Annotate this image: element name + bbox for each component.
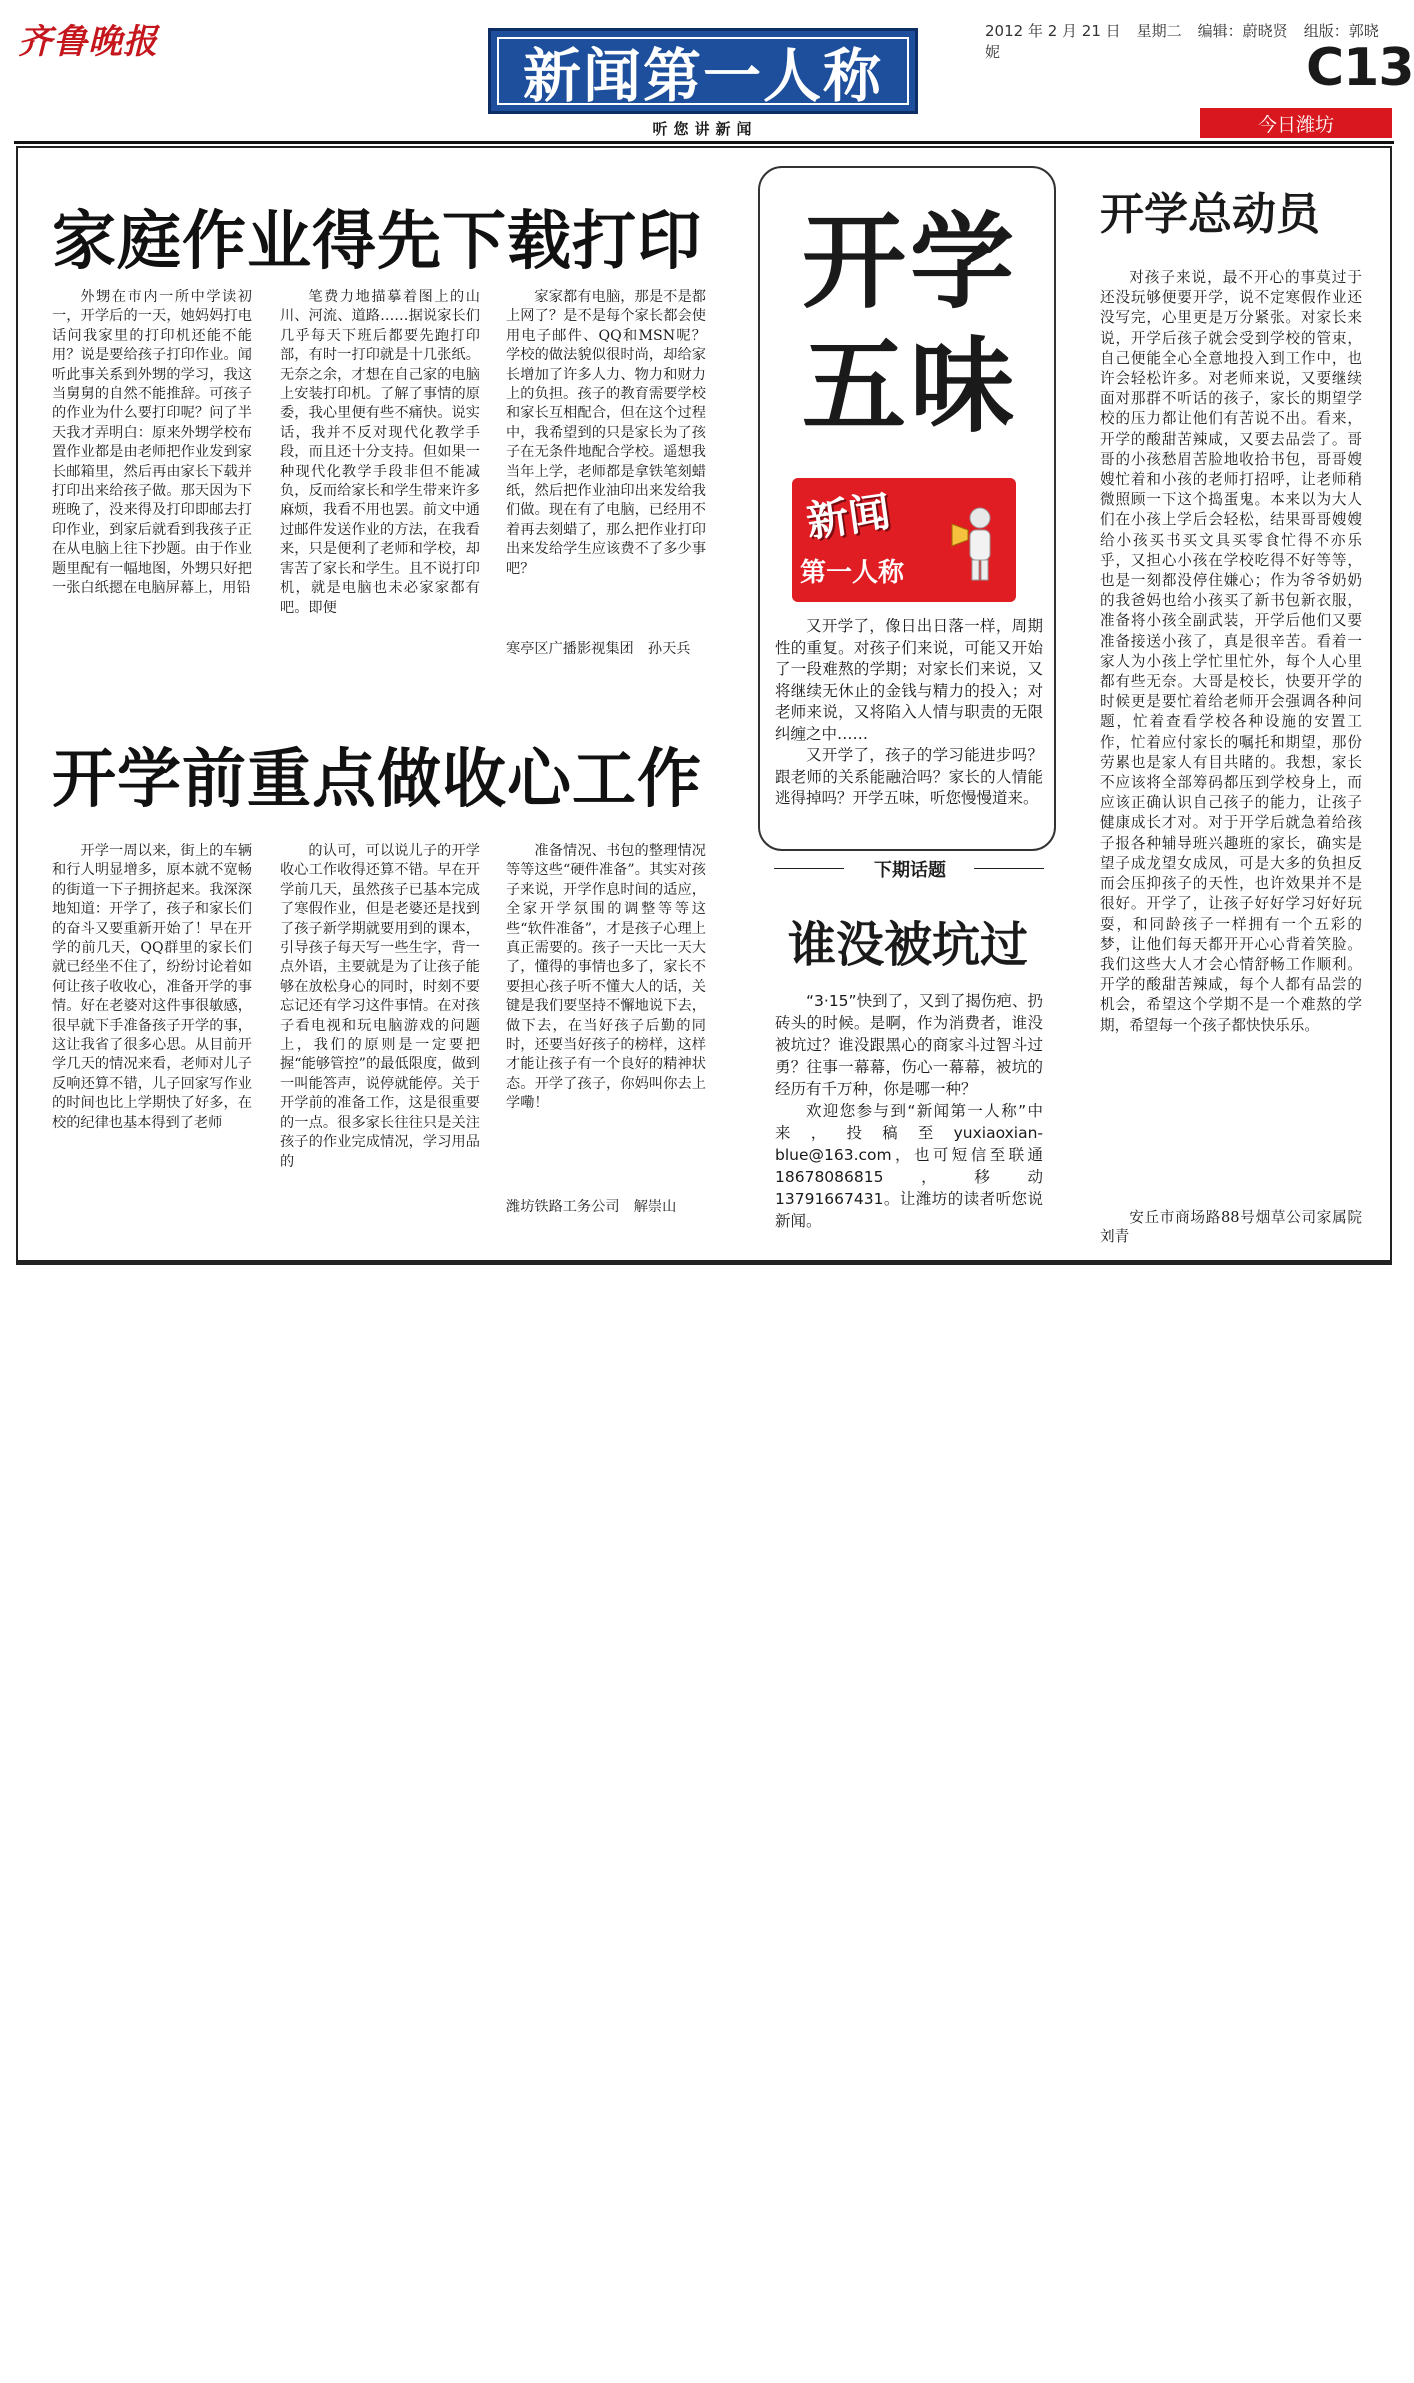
article2-col3: 准备情况、书包的整理情况等等这些“硬件准备”。其实对孩子来说，开学作息时间的适应，全家开学氛围的调整等等这些“软件准备”，才是孩子心理上真正需要的。孩子一天比一天大了，懂得的事情也多了，家长不要担心孩子听不懂大人的话，关键是我们要坚持不懈地说下去，做下去，在当好孩子后勤的同时，还要当好孩子的榜样，这样才能让孩子有一个良好的精神状态。开学了孩子，你妈叫你去上学嘞！ bbox=[506, 843, 706, 1112]
column-logo bbox=[792, 478, 1016, 602]
feature-intro bbox=[775, 616, 1043, 810]
frame-bottom-rule bbox=[16, 1262, 1392, 1265]
megaphone-figure-icon bbox=[950, 504, 1004, 584]
article1-byline: 寒亭区广播影视集团 孙天兵 bbox=[506, 641, 691, 657]
feature-intro-p2: 又开学了，孩子的学习能进步吗？跟老师的关系能融洽吗？家长的人情能逃得掉吗？开学五味，听您慢慢道来。 bbox=[775, 746, 1043, 807]
article1-headline: 家庭作业得先下载打印 bbox=[52, 205, 702, 279]
layout-credit: 组版：郭晓妮 bbox=[985, 22, 1379, 61]
divider bbox=[974, 868, 1044, 869]
feature-title-line1: 开学 bbox=[801, 201, 1018, 323]
section-title: 新闻第一人称 bbox=[497, 37, 909, 105]
article3-byline: 安丘市商场路88号烟草公司家属院 刘青 bbox=[1100, 1209, 1377, 1246]
article1-col2: 笔费力地描摹着图上的山川、河流、道路……据说家长们几乎每天下班后都要先跑打印部，有时一打印就是十几张纸。无奈之余，才想在自己家的电脑上安装打印机。了解了事情的原委，我心里便有些不痛快。说实话，我并不反对现代化教学手段，而且还十分支持。但如果一种现代化教学手段非但不能减负，反而给家长和学生带来许多麻烦，我看不用也罢。前文中通过邮件发送作业的方法，在我看来，只是便利了老师和学校，却害苦了家长和学生。且不说打印机，就是电脑也未必家家都有吧。即便 bbox=[280, 289, 480, 616]
feature-title-line2: 五味 bbox=[801, 325, 1018, 447]
section-title-box bbox=[488, 28, 918, 114]
feature-title bbox=[790, 200, 1030, 448]
next-topic-title: 谁没被坑过 bbox=[787, 917, 1028, 973]
logo-text-bottom: 第一人称 bbox=[800, 558, 905, 588]
issue-weekday: 星期二 bbox=[1136, 22, 1182, 40]
divider bbox=[774, 868, 844, 869]
issue-date: 2012 年 2 月 21 日 bbox=[985, 22, 1121, 40]
article2-byline: 潍坊铁路工务公司 解崇山 bbox=[506, 1199, 677, 1215]
article1-col1: 外甥在市内一所中学读初一，开学后的一天，她妈妈打电话问我家里的打印机还能不能用？说是要给孩子打印作业。闻听此事关系到外甥的学习，我这当舅舅的自然不能推辞。可孩子的作业为什么要打印呢？问了半天我才弄明白：原来外甥学校布置作业都是由老师把作业发到家长邮箱里，然后再由家长下载并打印出来给孩子做。那天因为下班晚了，没来得及打印即邮去打印作业，到家后就看到我孩子正在从电脑上往下抄题。由于作业题里配有一幅地图，外甥只好把一张白纸摁在电脑屏幕上，用铅 bbox=[52, 289, 252, 597]
feature-intro-p1: 又开学了，像日出日落一样，周期性的重复。对孩子们来说，可能又开始了一段难熬的学期；对家长们来说，又将继续无休止的金钱与精力的投入；对老师来说，又将陷入人情与职责的无限纠缠之中…… bbox=[775, 617, 1043, 743]
logo-text-top: 新闻 bbox=[803, 486, 894, 547]
article2-headline: 开学前重点做收心工作 bbox=[52, 743, 702, 817]
next-topic-text: 下期话题 bbox=[874, 860, 946, 881]
region-tab: 今日潍坊 bbox=[1200, 108, 1392, 138]
next-topic-label bbox=[770, 856, 1046, 880]
article1-col3: 家家都有电脑，那是不是都上网了？是不是每个家长都会使用电子邮件、QQ和MSN呢？学校的做法貌似很时尚，却给家长增加了许多人力、物力和财力上的负担。孩子的教育需要学校和家长互相配合，但在这个过程中，我希望到的只是家长为了孩子在无条件地配合学校。遥想我当年上学，老师都是拿铁笔刻蜡纸，然后把作业油印出来发给我们做。现在有了电脑，已经用不着再去刻蜡了，那么把作业打印出来发给学生应该费不了多少事吧？ bbox=[506, 289, 706, 577]
article3-body: 对孩子来说，最不开心的事莫过于还没玩够便要开学，说不定寒假作业还没写完，心里更是万分紧张。对家长来说，开学后孩子就会受到学校的管束，自己便能全心全意地投入到工作中，也许会轻松许多。对老师来说，又要继续面对那群不听话的孩子，家长的期望学校的压力都让他们有苦说不出。看来，开学的酸甜苦辣咸，又要去品尝了。哥哥的小孩愁眉苦脸地收拾书包，哥哥嫂嫂忙着和小孩的老师打招呼，让老师稍微照顾一下这个捣蛋鬼。本来以为大人们在小孩上学后会轻松，结果哥哥嫂嫂给小孩买书买文具买零食忙得不亦乐乎，又担心小孩在学校吃得不好等等，也是一刻都没停住嫌心；作为爷爷奶奶的我爸妈也给小孩买了新书包新衣服，准备将小孩全副武装，开学后他们又要准备接送小孩了，真是很辛苦。看着一家人为小孩上学忙里忙外，每个人心里都有些无奈。大哥是校长，快要开学的时候更是要忙着给老师开会强调各种问题，忙着查看学校各种设施的安置工作，忙着应付家长的嘱托和期望，那份劳累也是家人有目共睹的。我想，家长不应该将全部筹码都压到学校身上，而应该正确认识自己孩子的能力，让孩子健康成长才对。对于开学后就急着给孩子报各种辅导班兴趣班的家长，确实是望子成龙望女成凤，可是大多的负担反而会压抑孩子的天性，也许效果并不是很好。开学了，让孩子好好学习好好玩耍，和同龄孩子一样拥有一个五彩的梦，让他们每天都开开心心背着笑脸。我们这些大人才会心情舒畅工作顺利。开学的酸甜苦辣咸，每个人都有品尝的机会，希望这个学期不是一个难熬的学期，希望每一个孩子都快快乐乐。 bbox=[1100, 269, 1362, 1034]
article2-col2: 的认可，可以说儿子的开学收心工作收得还算不错。早在开学前几天，虽然孩子已基本完成了寒假作业，但是老婆还是找到了孩子新学期就要用到的课本，引导孩子每天写一些生字，背一点外语，主要就是为了让孩子能够在放松身心的同时，时刻不要忘记还有学习这件事情。在对孩子看电视和玩电脑游戏的问题上，我们的原则是一定要把握“能够管控”的最低限度，做到一叫能答声，说停就能停。关于开学前的准备工作，这是很重要的一点。很多家长往往只是关注孩子的作业完成情况，学习用品的 bbox=[280, 843, 480, 1170]
section-tagline: 听您讲新闻 bbox=[652, 120, 758, 138]
article2-col1: 开学一周以来，街上的车辆和行人明显增多，原本就不宽畅的街道一下子拥挤起来。我深深地知道：开学了，孩子和家长们的奋斗又要重新开始了！早在开学的前几天，QQ群里的家长们就已经坐不住了，纷纷讨论着如何让孩子收收心，准备开学的事情。好在老婆对这件事很敏感，很早就下手准备孩子开学的事，这让我省了很多心思。从目前开学几天的情况来看，老师对儿子反响还算不错，儿子回家写作业的时间也比上学期快了好多，在校的纪律也基本得到了老师 bbox=[52, 843, 252, 1131]
masthead-rule bbox=[14, 141, 1394, 144]
newspaper-logo: 齐鲁晚报 bbox=[18, 22, 158, 62]
editor-credit: 编辑：蔚晓贤 bbox=[1197, 22, 1288, 40]
next-topic-body bbox=[775, 990, 1043, 1232]
page-number: C13 bbox=[1306, 38, 1414, 98]
next-topic-p1: “3·15”快到了，又到了揭伤疤、扔砖头的时候。是啊，作为消费者，谁没被坑过？谁没跟黑心的商家斗过智斗过勇？往事一幕幕，伤心一幕幕，被坑的经历有千万种，你是哪一种？ bbox=[775, 992, 1043, 1098]
next-topic-p2: 欢迎您参与到“新闻第一人称”中来，投稿至yuxiaoxian-blue@163.com，也可短信至联通18678086815，移动13791667431。让潍坊的读者听您说新闻。 bbox=[775, 1102, 1043, 1230]
article3-headline: 开学总动员 bbox=[1100, 189, 1320, 240]
